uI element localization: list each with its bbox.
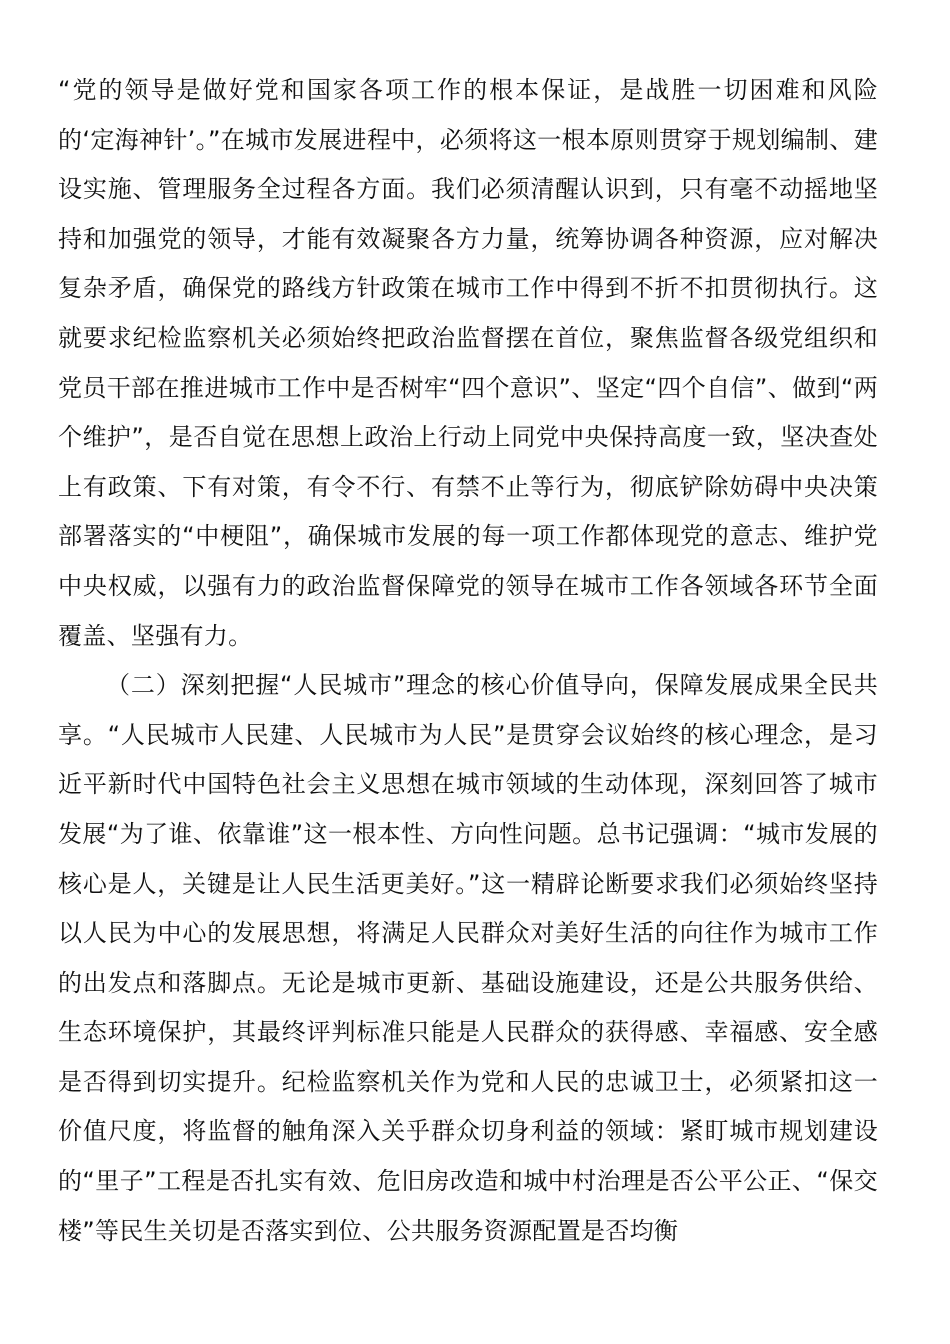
body-text: [58, 66, 878, 1256]
paragraph-people-city: （二）深刻把握“人民城市”理念的核心价值导向，保障发展成果全民共享。“人民城市人民建、人民城市为人民”是贯穿会议始终的核心理念，是习近平新时代中国特色社会主义思想在城市领域的生动体现，深刻回答了城市发展“为了谁、依靠谁”这一根本性、方向性问题。总书记强调：“城市发展的核心是人，关键是让人民生活更美好。”这一精辟论断要求我们必须始终坚持以人民为中心的发展思想，将满足人民群众对美好生活的向往作为城市工作的出发点和落脚点。无论是城市更新、基础设施建设，还是公共服务供给、生态环境保护，其最终评判标准只能是人民群众的获得感、幸福感、安全感是否得到切实提升。纪检监察机关作为党和人民的忠诚卫士，必须紧扣这一价值尺度，将监督的触角深入关乎群众切身利益的领域：紧盯城市规划建设的“里子”工程是否扎实有效、危旧房改造和城中村治理是否公平公正、“保交楼”等民生关切是否落实到位、公共服务资源配置是否均衡: [58, 671, 878, 1245]
paragraph-party-leadership: “党的领导是做好党和国家各项工作的根本保证，是战胜一切困难和风险的‘定海神针’。”在城市发展进程中，必须将这一根本原则贯穿于规划编制、建设实施、管理服务全过程各方面。我们必须清醒认识到，只有毫不动摇地坚持和加强党的领导，才能有效凝聚各方力量，统筹协调各种资源，应对解决复杂矛盾，确保党的路线方针政策在城市工作中得到不折不扣贯彻执行。这就要求纪检监察机关必须始终把政治监督摆在首位，聚焦监督各级党组织和党员干部在推进城市工作中是否树牢“四个意识”、坚定“四个自信”、做到“两个维护”，是否自觉在思想上政治上行动上同党中央保持高度一致，坚决查处上有政策、下有对策，有令不行、有禁不止等行为，彻底铲除妨碍中央决策部署落实的“中梗阻”，确保城市发展的每一项工作都体现党的意志、维护党中央权威，以强有力的政治监督保障党的领导在城市工作各领域各环节全面覆盖、坚强有力。: [58, 76, 878, 650]
